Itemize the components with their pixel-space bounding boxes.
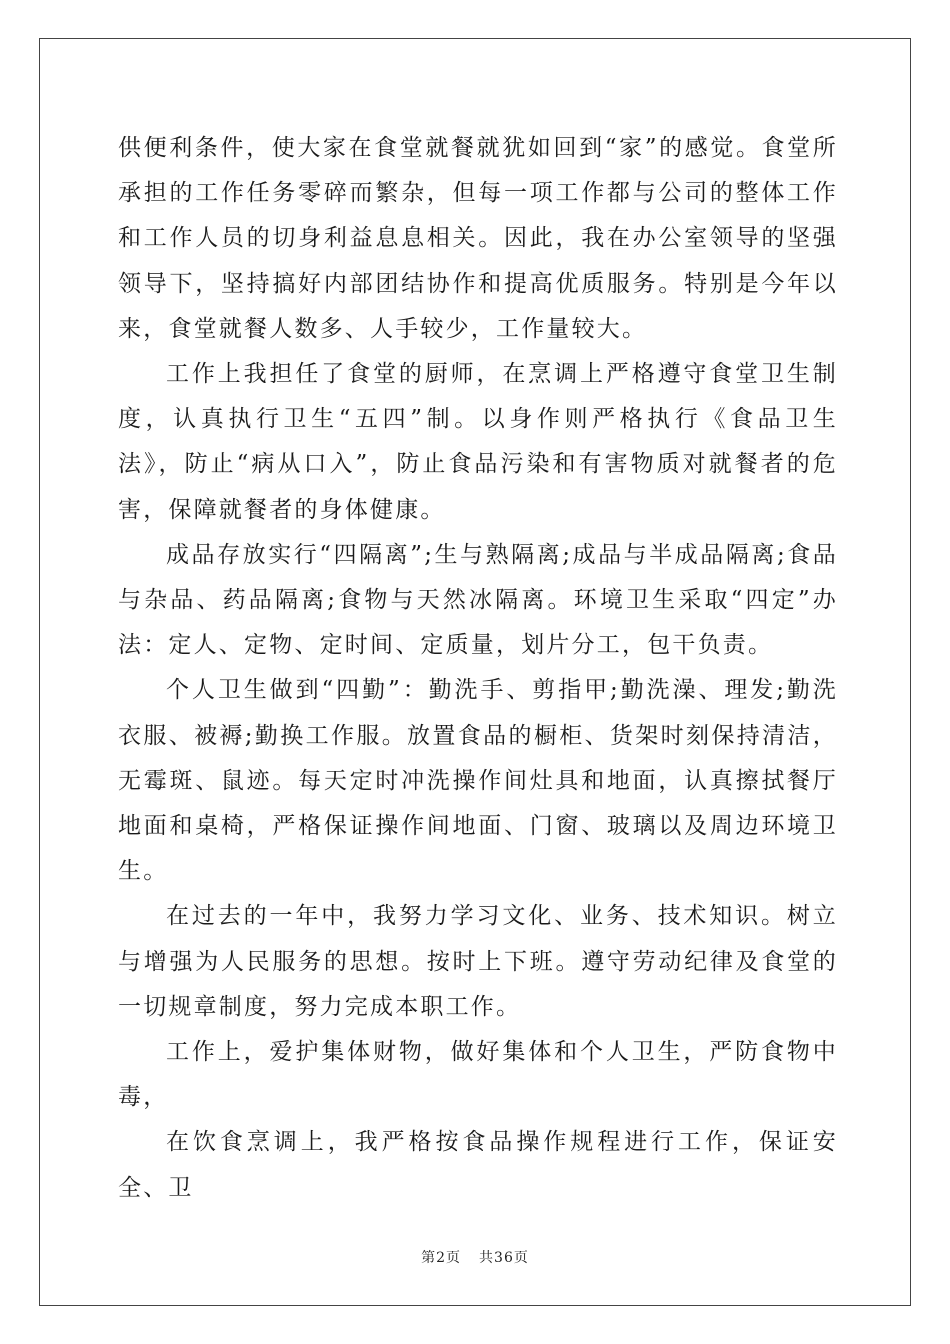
page-total: 共36页 — [479, 1250, 529, 1266]
page-footer — [0, 1247, 950, 1267]
paragraph-4: 个人卫生做到“四勤”：勤洗手、剪指甲;勤洗澡、理发;勤洗衣服、被褥;勤换工作服。放置食品的橱柜、货架时刻保持清洁，无霉斑、鼠迹。每天定时冲洗操作间灶具和地面，认真擦拭餐厅地面和桌椅，严格保证操作间地面、门窗、玻璃以及周边环境卫生。 — [118, 677, 838, 885]
paragraph-1: 供便利条件，使大家在食堂就餐就犹如回到“家”的感觉。食堂所承担的工作任务零碎而繁杂，但每一项工作都与公司的整体工作和工作人员的切身利益息息相关。因此，我在办公室领导的坚强领导下，坚持搞好内部团结协作和提高优质服务。特别是今年以来，食堂就餐人数多、人手较少，工作量较大。 — [118, 135, 838, 342]
paragraph-3: 成品存放实行“四隔离”;生与熟隔离;成品与半成品隔离;食品与杂品、药品隔离;食物与天然冰隔离。环境卫生采取“四定”办法：定人、定物、定时间、定质量，划片分工，包干负责。 — [118, 541, 838, 659]
page-number: 第2页 — [421, 1250, 462, 1266]
paragraph-6: 工作上，爱护集体财物，做好集体和个人卫生，严防食物中毒， — [118, 1039, 838, 1111]
paragraph-5: 在过去的一年中，我努力学习文化、业务、技术知识。树立与增强为人民服务的思想。按时上下班。遵守劳动纪律及食堂的一切规章制度，努力完成本职工作。 — [118, 903, 838, 1020]
document-body — [118, 126, 838, 1211]
paragraph-7: 在饮食烹调上，我严格按食品操作规程进行工作，保证安全、卫 — [118, 1129, 838, 1201]
paragraph-2: 工作上我担任了食堂的厨师，在烹调上严格遵守食堂卫生制度，认真执行卫生“五四”制。以身作则严格执行《食品卫生法》，防止“病从口入”，防止食品污染和有害物质对就餐者的危害，保障就餐者的身体健康。 — [118, 361, 838, 523]
